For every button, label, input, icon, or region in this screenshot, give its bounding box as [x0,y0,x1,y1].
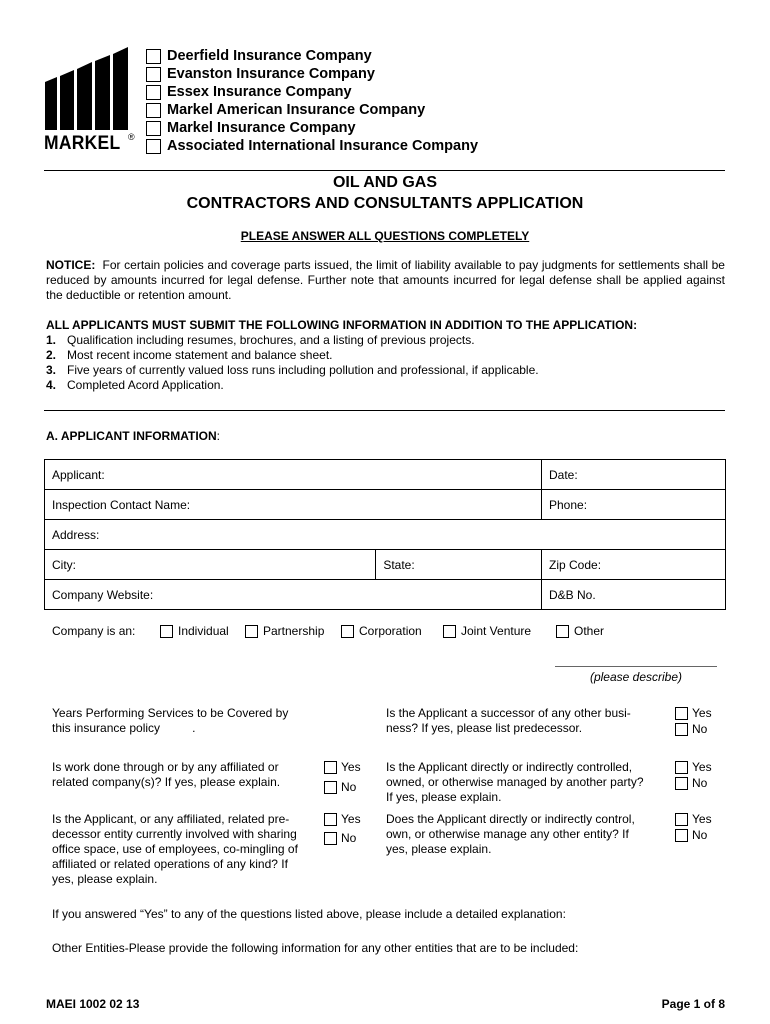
company-type-label: Company is an: [52,624,136,638]
question-controls-other-entity: Does the Applicant directly or indirectly control, own, or otherwise manage any other entity? If yes, please explain. [386,812,635,856]
controlled-yes-no [675,759,712,791]
form-title-line2: CONTRACTORS AND CONSULTANTS APPLICATION [186,195,584,212]
company-label: Markel Insurance Company [167,120,356,136]
form-number: MAEI 1002 02 13 [46,997,140,1011]
checkbox[interactable] [160,625,173,638]
company-option-essex[interactable] [146,83,352,101]
yes-option[interactable]: Yes [675,705,712,721]
company-type-corporation[interactable] [341,624,422,638]
work-through-yes-no [324,759,361,795]
question-work-through-affiliate: Is work done through or by any affiliated or related company(s)? If yes, please explain. [52,760,281,789]
company-checkbox[interactable] [146,85,161,100]
requirement-item: 3. Five years of currently valued loss runs including pollution and professional, if applicable. [46,363,539,377]
company-checkbox[interactable] [146,67,161,82]
checkbox[interactable] [245,625,258,638]
company-option-deerfield[interactable] [146,47,372,65]
notice-label: NOTICE: [46,258,96,272]
other-describe-line[interactable] [555,666,717,667]
zip-field[interactable]: Zip Code: [542,550,726,580]
yes-option[interactable]: Yes [324,811,361,827]
registered-mark: ® [128,132,135,142]
option-label: Corporation [359,624,422,638]
page-number: Page 1 of 8 [661,997,725,1011]
other-entities-note: Other Entities-Please provide the following information for any other entities that are to be included: [52,941,579,955]
yes-option[interactable]: Yes [675,811,712,827]
checkbox[interactable] [324,761,337,774]
checkbox[interactable] [324,832,337,845]
company-option-markel-american[interactable] [146,101,425,119]
company-checkbox[interactable] [146,49,161,64]
notice-paragraph [46,258,725,303]
sharing-yes-no [324,811,361,846]
requirement-item: 4. Completed Acord Application. [46,378,224,392]
question-sharing-operations: Is the Applicant, or any affiliated, related pre- decessor entity currently involved with sharing office space, use of employees, co-mingling of affiliated or related operations of any kind? If yes, please explain. [52,812,298,886]
markel-wordmark: MARKEL [44,133,121,154]
explain-note: If you answered “Yes” to any of the questions listed above, please include a detailed explanation: [52,907,566,921]
instruction-text: PLEASE ANSWER ALL QUESTIONS COMPLETELY [240,229,530,243]
company-checkbox[interactable] [146,121,161,136]
phone-field[interactable]: Phone: [542,490,726,520]
successor-yes-no [675,705,712,737]
company-option-associated-international[interactable] [146,137,478,155]
company-checkbox[interactable] [146,103,161,118]
checkbox[interactable] [556,625,569,638]
question-controlled-by-other: Is the Applicant directly or indirectly controlled, owned, or otherwise managed by another party? If yes, please explain. [386,760,644,804]
option-label: Partnership [263,624,325,638]
company-option-evanston[interactable] [146,65,375,83]
company-type-joint-venture[interactable] [443,624,531,638]
requirement-item: 1. Qualification including resumes, brochures, and a listing of previous projects. [46,333,475,347]
no-option[interactable]: No [324,830,361,846]
dnb-field[interactable]: D&B No. [542,580,726,610]
applicant-field[interactable]: Applicant: [45,460,542,490]
option-label: Joint Venture [461,624,532,638]
please-describe-caption: (please describe) [589,670,683,684]
checkbox[interactable] [341,625,354,638]
section-a-heading: A. APPLICANT INFORMATION: [46,429,220,443]
notice-text: For certain policies and coverage parts issued, the limit of liability available to pay judgments for settlements shall be reduced by amounts incurred for legal defense. Further note that amounts incurred for legal defense shall be applied against the deductible or retention amount. [46,258,725,302]
company-checkbox[interactable] [146,139,161,154]
checkbox[interactable] [675,813,688,826]
no-option[interactable]: No [324,779,361,795]
checkbox[interactable] [443,625,456,638]
company-label: Deerfield Insurance Company [167,48,372,64]
yes-option[interactable]: Yes [324,759,361,775]
checkbox[interactable] [675,829,688,842]
inspection-contact-field[interactable]: Inspection Contact Name: [45,490,542,520]
company-label: Evanston Insurance Company [167,66,375,82]
company-option-markel-insurance[interactable] [146,119,356,137]
controls-other-yes-no [675,811,712,843]
checkbox[interactable] [324,813,337,826]
checkbox[interactable] [675,777,688,790]
address-field[interactable]: Address: [45,520,726,550]
question-successor: Is the Applicant a successor of any other busi- ness? If yes, please list predecessor. [386,706,631,735]
company-label: Associated International Insurance Company [167,138,479,154]
no-option[interactable]: No [675,827,712,843]
company-label: Essex Insurance Company [167,84,352,100]
company-type-individual[interactable] [160,624,229,638]
markel-logo [44,44,136,154]
requirement-item: 2. Most recent income statement and balance sheet. [46,348,333,362]
form-title-line1: OIL AND GAS [332,174,437,191]
city-field[interactable]: City: [45,550,376,580]
applicant-info-table [44,459,726,610]
requirements-heading: ALL APPLICANTS MUST SUBMIT THE FOLLOWING INFORMATION IN ADDITION TO THE APPLICATION: [46,318,638,332]
website-field[interactable]: Company Website: [45,580,542,610]
company-type-partnership[interactable] [245,624,324,638]
checkbox[interactable] [324,781,337,794]
date-field[interactable]: Date: [542,460,726,490]
state-field[interactable]: State: [376,550,542,580]
no-option[interactable]: No [675,775,712,791]
yes-option[interactable]: Yes [675,759,712,775]
no-option[interactable]: No [675,721,712,737]
checkbox[interactable] [675,723,688,736]
checkbox[interactable] [675,761,688,774]
company-type-other[interactable] [556,624,604,638]
option-label: Individual [178,624,229,638]
checkbox[interactable] [675,707,688,720]
company-label: Markel American Insurance Company [167,102,426,118]
question-years-performing: Years Performing Services to be Covered by this insurance policy . [52,706,289,735]
divider-middle [44,410,725,411]
divider-top [44,170,725,171]
option-label: Other [574,624,605,638]
markel-logo-bars [44,44,128,130]
